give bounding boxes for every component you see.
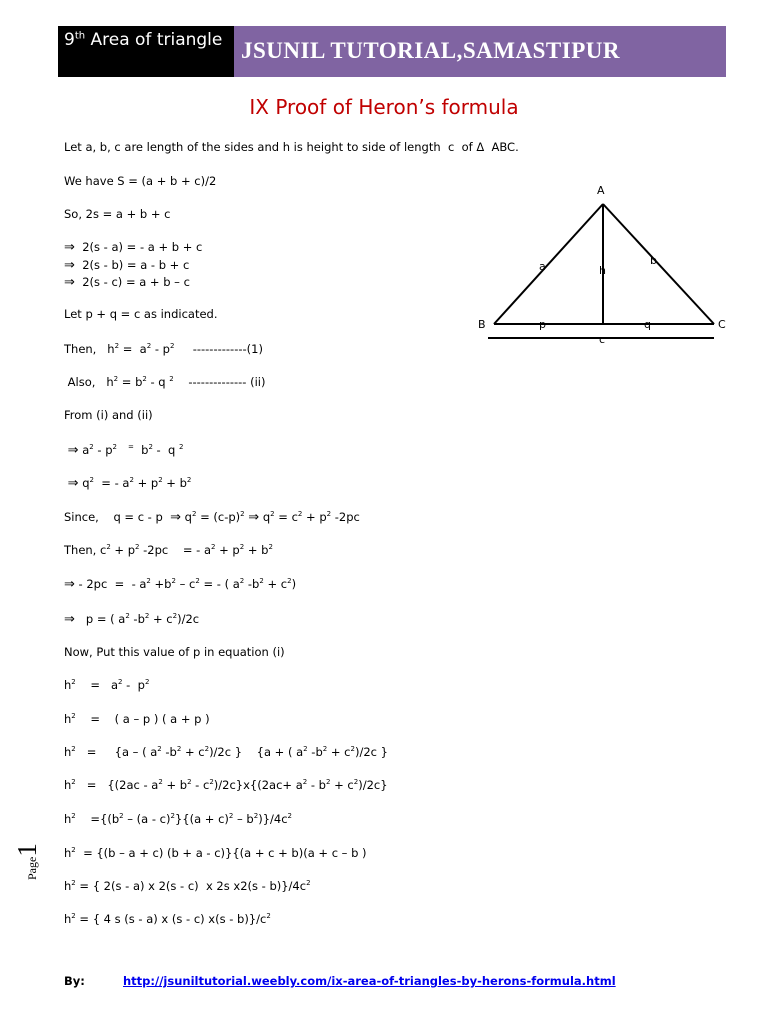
text-line-l20 <box>64 745 388 759</box>
text-run: + c <box>181 745 205 759</box>
side-a-label: a <box>539 260 546 273</box>
text-line-l19 <box>64 712 210 726</box>
side-b-line <box>603 204 714 324</box>
superscript: 2 <box>240 510 245 519</box>
implies-arrow-icon: ⇒ <box>170 510 182 525</box>
superscript: 2 <box>106 543 111 552</box>
text-run: - p <box>122 678 145 692</box>
text-run: + c <box>330 778 354 792</box>
text-run: h <box>64 745 72 759</box>
text-run: + p <box>110 543 136 557</box>
superscript: 2 <box>204 745 210 754</box>
superscript: 2 <box>89 443 94 452</box>
superscript: 2 <box>302 778 308 787</box>
text-line-l23 <box>64 846 367 860</box>
superscript: 2 <box>171 577 176 586</box>
header-chapter-box <box>58 26 234 77</box>
superscript: 2 <box>129 476 134 485</box>
text-run: h <box>64 712 72 726</box>
implies-arrow-icon: ⇒ <box>64 577 75 592</box>
text-run: So, 2s = a + b + c <box>64 207 171 221</box>
text-run: -b <box>244 577 260 591</box>
segment-p-label: p <box>539 318 546 331</box>
superscript: 2 <box>209 778 214 787</box>
text-line-l6 <box>64 275 190 290</box>
text-line-l4 <box>64 240 202 255</box>
text-line-l2 <box>64 174 216 188</box>
chapter-title: Area of triangle <box>90 30 223 50</box>
superscript: 2 <box>211 543 216 552</box>
superscript: 2 <box>325 778 331 787</box>
page-digit: 1 <box>12 843 42 857</box>
text-run: = a <box>119 342 147 356</box>
text-run: - b <box>307 778 326 792</box>
text-run: 2(s - c) = a + b – c <box>74 275 190 289</box>
superscript: 2 <box>239 543 245 552</box>
side-b-label: b <box>650 254 657 267</box>
text-run: + c <box>263 577 288 591</box>
implies-arrow-icon: ⇒ <box>64 258 75 273</box>
text-line-l16 <box>64 612 199 627</box>
page-word: Page <box>25 856 39 880</box>
text-run: – b <box>233 812 254 826</box>
superscript: 2 <box>176 745 182 754</box>
superscript: 2 <box>71 846 76 855</box>
header-brand-box <box>234 26 726 77</box>
superscript: 2 <box>112 443 117 452</box>
text-run: h <box>64 678 72 692</box>
text-line-l25 <box>64 912 271 926</box>
text-line-l15 <box>64 577 296 592</box>
segment-q-label: q <box>644 318 651 331</box>
superscript: 2 <box>71 745 76 754</box>
text-run: h <box>64 846 72 860</box>
text-run: + p <box>302 510 327 524</box>
side-a-line <box>494 204 603 324</box>
superscript: 2 <box>170 812 175 821</box>
text-run: Since, q = c - p <box>64 510 171 524</box>
superscript: 2 <box>142 375 147 384</box>
text-run: -b <box>161 745 177 759</box>
text-run: = (c-p) <box>196 510 241 524</box>
text-run: = c <box>274 510 298 524</box>
page-number <box>12 820 42 880</box>
superscript: 2 <box>287 812 292 821</box>
superscript: 2 <box>71 879 76 888</box>
text-line-l14 <box>64 543 273 557</box>
text-run: -2pc <box>331 510 360 524</box>
text-line-l10 <box>64 408 153 422</box>
text-run: = {a – ( a <box>75 745 158 759</box>
grade-number: 9 <box>64 30 75 50</box>
superscript: 2 <box>157 745 162 754</box>
superscript: 2 <box>297 510 303 519</box>
text-run: + p <box>133 476 159 490</box>
text-line-l21 <box>64 778 388 792</box>
text-run: = b <box>118 375 143 389</box>
text-run: a <box>78 443 90 457</box>
source-link[interactable]: http://jsuniltutorial.weebly.com/ix-area-of-triangles-by-herons-formula.html <box>123 974 616 988</box>
text-run: ) <box>291 577 297 591</box>
superscript: 2 <box>191 510 197 519</box>
text-run: = a <box>75 678 119 692</box>
superscript: 2 <box>270 510 275 519</box>
implies-arrow-icon: ⇒ <box>67 476 79 491</box>
text-run: We have S = (a + b + c)/2 <box>64 174 217 188</box>
superscript: 2 <box>125 612 130 621</box>
implies-arrow-icon: ⇒ <box>64 275 75 290</box>
text-run: Let p + q = c as indicated. <box>64 307 218 321</box>
text-run: )/2c } {a + ( a <box>209 745 304 759</box>
superscript: 2 <box>89 476 94 485</box>
superscript: 2 <box>71 712 76 721</box>
text-line-l12 <box>64 476 191 491</box>
superscript: 2 <box>350 745 355 754</box>
text-run: + b <box>244 543 269 557</box>
superscript: 2 <box>135 543 140 552</box>
page-title: IX Proof of Heron’s formula <box>249 95 519 119</box>
superscript: 2 <box>114 342 120 351</box>
superscript: 2 <box>268 543 273 552</box>
text-run: -------------- (ii) <box>173 375 266 389</box>
text-run <box>117 443 128 457</box>
footer-by-label: By: <box>64 974 85 988</box>
text-run: }{(a + c) <box>174 812 229 826</box>
height-label: h <box>599 264 606 277</box>
text-line-l18 <box>64 678 149 692</box>
superscript: 2 <box>113 375 119 384</box>
text-run: = {(b – a + c) (b + a - c)}{(a + c + b)(a + c – b ) <box>75 846 367 860</box>
chapter-heading <box>64 30 222 50</box>
superscript: 2 <box>186 476 192 485</box>
superscript: 2 <box>253 812 259 821</box>
text-run: + p <box>215 543 240 557</box>
text-line-l1 <box>64 140 519 154</box>
text-run: Then, h <box>64 342 115 356</box>
superscript: 2 <box>71 812 76 821</box>
text-run: q <box>259 510 271 524</box>
superscript: 2 <box>326 510 332 519</box>
side-c-label: c <box>599 333 606 346</box>
text-run: = { 4 s (s - a) x (s - c) x(s - b)}/c <box>75 912 267 926</box>
text-run: -b <box>307 745 323 759</box>
text-line-l22 <box>64 812 292 826</box>
superscript: 2 <box>306 879 311 888</box>
text-run: – c <box>175 577 196 591</box>
text-run: + b <box>162 778 188 792</box>
superscript: 2 <box>353 778 359 787</box>
text-run: h <box>64 812 72 826</box>
superscript: 2 <box>71 678 76 687</box>
text-line-l8 <box>64 342 263 356</box>
text-run: = {(2ac - a <box>75 778 159 792</box>
superscript: 2 <box>144 678 150 687</box>
grade-suffix: th <box>74 30 86 42</box>
text-run: b <box>133 443 149 457</box>
text-run: – (a - c) <box>123 812 171 826</box>
text-line-l24 <box>64 879 311 893</box>
text-run: = { 2(s - a) x 2(s - c) x 2s x2(s - b)}/4c <box>75 879 307 893</box>
text-run: )/2c}x{(2ac+ a <box>213 778 303 792</box>
superscript: 2 <box>228 812 234 821</box>
superscript: 2 <box>146 342 152 351</box>
text-run: Also, h <box>64 375 114 389</box>
vertex-c-label: C <box>718 318 726 331</box>
superscript: 2 <box>144 612 150 621</box>
text-run: h <box>64 778 72 792</box>
text-run: Let a, b, c are length of the sides and h is height to side of length c of Δ ABC. <box>64 140 519 154</box>
text-run: 2(s - a) = - a + b + c <box>74 240 203 254</box>
text-run: p = ( a <box>74 612 126 626</box>
superscript: 2 <box>287 577 292 586</box>
text-run: + b <box>162 476 187 490</box>
text-run: +b <box>150 577 172 591</box>
text-run: )/2c} <box>358 778 388 792</box>
text-run: q <box>181 510 192 524</box>
text-line-l17 <box>64 645 285 659</box>
text-run: -------------(1) <box>174 342 263 356</box>
vertex-b-label: B <box>478 318 486 331</box>
text-run: - q <box>152 443 179 457</box>
superscript: 2 <box>71 778 76 787</box>
superscript: 2 <box>266 912 271 921</box>
text-line-l11 <box>64 443 183 458</box>
text-run: = - a <box>94 476 130 490</box>
implies-arrow-icon: ⇒ <box>67 443 79 458</box>
text-run: Then, c <box>64 543 107 557</box>
triangle-diagram <box>470 178 740 358</box>
superscript: = <box>127 443 134 452</box>
text-run: )/2c <box>177 612 200 626</box>
text-run: - p <box>151 342 170 356</box>
text-line-l3 <box>64 207 170 221</box>
superscript: 2 <box>172 612 178 621</box>
text-run: + c <box>149 612 173 626</box>
superscript: 2 <box>148 443 153 452</box>
text-run: From (i) and (ii) <box>64 408 153 422</box>
superscript: 2 <box>71 912 76 921</box>
text-run: - c <box>191 778 210 792</box>
superscript: 2 <box>158 476 163 485</box>
text-run: + c <box>327 745 351 759</box>
superscript: 2 <box>259 577 264 586</box>
superscript: 2 <box>169 342 175 351</box>
text-run: q <box>78 476 90 490</box>
superscript: 2 <box>195 577 200 586</box>
implies-arrow-icon: ⇒ <box>248 510 260 525</box>
text-run: )}/4c <box>258 812 288 826</box>
text-line-l9 <box>64 375 265 389</box>
text-run: = - ( a <box>199 577 240 591</box>
text-run: - 2pc = - a <box>74 577 147 591</box>
text-run: h <box>64 879 72 893</box>
text-run: - p <box>93 443 113 457</box>
text-line-l13 <box>64 510 360 525</box>
text-run: h <box>64 912 72 926</box>
superscript: 2 <box>178 443 184 452</box>
superscript: 2 <box>322 745 328 754</box>
text-run: Now, Put this value of p in equation (i) <box>64 645 285 659</box>
superscript: 2 <box>169 375 174 384</box>
superscript: 2 <box>146 577 151 586</box>
superscript: 2 <box>187 778 192 787</box>
superscript: 2 <box>119 812 124 821</box>
text-run: )/2c } <box>354 745 388 759</box>
text-run: 2(s - b) = a - b + c <box>74 258 190 272</box>
superscript: 2 <box>158 778 163 787</box>
implies-arrow-icon: ⇒ <box>64 612 75 627</box>
text-run: = ( a – p ) ( a + p ) <box>75 712 210 726</box>
text-run: ={(b <box>75 812 120 826</box>
text-run: -b <box>129 612 145 626</box>
brand-title: JSUNIL TUTORIAL,SAMASTIPUR <box>241 38 620 63</box>
text-line-l5 <box>64 258 189 273</box>
text-run: - q <box>146 375 170 389</box>
superscript: 2 <box>118 678 123 687</box>
superscript: 2 <box>239 577 245 586</box>
implies-arrow-icon: ⇒ <box>64 240 75 255</box>
text-line-l7 <box>64 307 218 321</box>
text-run: -2pc = - a <box>139 543 212 557</box>
vertex-a-label: A <box>597 184 605 197</box>
superscript: 2 <box>303 745 308 754</box>
